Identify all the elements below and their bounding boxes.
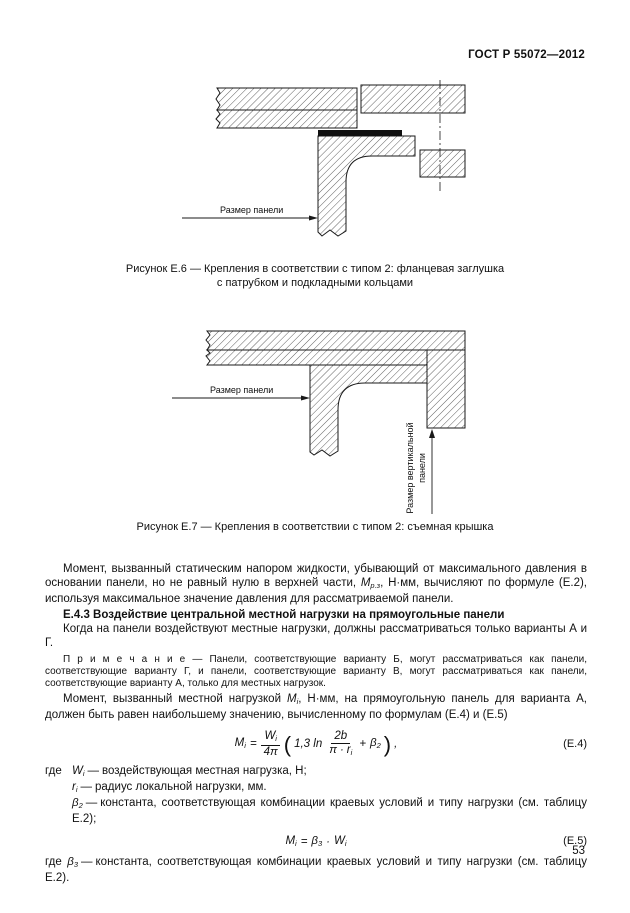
figure-e7-drawing	[160, 326, 480, 518]
formula-e5	[283, 835, 348, 851]
plus-sign: +	[359, 737, 367, 750]
arrow-right-icon	[301, 396, 310, 401]
formula-e4-row	[45, 730, 587, 759]
page-number: 53	[572, 845, 585, 857]
symbol-mi: М	[286, 692, 297, 705]
symbol-mi-sub: i	[296, 696, 299, 706]
gasket-strip	[318, 130, 402, 136]
figure-e6-drawing	[170, 80, 480, 250]
paragraph-local-moment	[45, 693, 587, 723]
formula-e5-lhs: $M_i$	[285, 834, 297, 848]
right-paren: )	[383, 731, 392, 757]
paragraph-local-moment-text-b: , Н·мм, на прямоугольную панель для варианта А, должен быть равен наибольшему значению, вычисленному по формулам (Е.4) и (Е.5)	[45, 692, 587, 721]
formula-e4-fraction-2: $\frac{2b}{\pi \cdot r_i}$	[329, 730, 353, 758]
formula-e4-beta: $\beta_2$	[370, 736, 381, 750]
paragraph-static-moment-text-a: Момент, вызванный статическим напором жидкости, убывающий от максимального давления в основании панели, но не равный нулю в верхней части,	[45, 563, 587, 589]
paragraph-local-moment-text-a: Момент, вызванный местной нагрузкой	[63, 692, 287, 705]
paragraph-static-moment	[45, 563, 587, 606]
figure-e7-vdim-label-line2: панели	[417, 453, 427, 483]
panel-top-layer	[216, 88, 357, 110]
formula-e5-beta: $\beta_3$	[311, 834, 323, 848]
formula-e4-lhs: $M_i$	[234, 736, 246, 750]
where-item-w: где $W_i$ — воздействующая местная нагрузка, Н;	[45, 765, 307, 779]
paragraph-static-moment-text-b: , Н·мм, вычисляют по формуле (Е.2), используя максимальное значение давления для рассматриваемой панели.	[45, 576, 587, 605]
where-item-beta2: $\beta_2$ — константа, соответствующая комбинации краевых условий и типу нагрузки (см. таблицу Е.2);	[72, 796, 587, 825]
left-paren: (	[283, 731, 292, 757]
multiply-dot: ·	[326, 835, 331, 848]
formula-e4-fraction-1: $\frac{W_i}{4\pi}$	[261, 730, 281, 759]
flange-top-block	[361, 85, 465, 113]
removable-cover	[427, 350, 465, 428]
flanged-plug-wall	[318, 136, 415, 236]
note-paragraph: П р и м е ч а н и е — Панели, соответствующие варианту Б, могут рассматриваться как панели, соответствующие варианту Г, и панели, соответствующие варианту В, могут рассматриваться как панели, соответствующие варианту А, только для местных нагрузок.	[45, 653, 587, 689]
panel-top-layer	[206, 331, 465, 350]
where-lead: где	[45, 765, 62, 778]
dimension-vertical-panel	[405, 422, 435, 514]
dimension-panel-size	[172, 396, 310, 401]
formula-e4-tag: (Е.4)	[563, 737, 587, 750]
equals-sign: =	[300, 835, 308, 848]
where-item-r: $r_i$ — радиус локальной нагрузки, мм.	[72, 781, 267, 795]
where-e5: где $\beta_3$ — константа, соответствующая комбинации краевых условий и типу нагрузки (см. таблицу Е.2).	[45, 856, 588, 885]
formula-e4	[233, 730, 400, 759]
figure-e7-vdim-label-line1: Размер вертикальной	[405, 422, 415, 514]
panel-second-layer	[206, 350, 427, 365]
section-heading-e43: Е.4.3 Воздействие центральной местной нагрузки на прямоугольные панели	[63, 609, 505, 622]
figure-e6-caption-line2: с патрубком и подкладными кольцами	[216, 277, 414, 289]
formula-e5-rhs: $W_i$	[334, 834, 347, 848]
formula-e4-end-punct: ,	[394, 737, 398, 750]
figure-e6-caption-line1: Рисунок Е.6 — Крепления в соответствии с типом 2: фланцевая заглушка	[125, 263, 505, 275]
formula-e4-coefficient: 1,3 ln	[294, 737, 323, 750]
backing-ring	[420, 150, 465, 177]
symbol-m-sub: р.з	[370, 580, 381, 590]
arrow-up-icon	[429, 429, 435, 438]
body-text	[45, 563, 587, 886]
figure-e7-caption: Рисунок Е.7 — Крепления в соответствии с типом 2: съемная крышка	[136, 521, 494, 533]
doc-number: ГОСТ Р 55072—2012	[468, 49, 585, 61]
equals-sign: =	[249, 737, 257, 750]
figure-e6-dim-label: Размер панели	[220, 205, 284, 215]
where-list-e4	[45, 765, 587, 826]
figure-e6-caption	[0, 262, 630, 290]
symbol-m: М	[360, 576, 371, 589]
paragraph-variants: Когда на панели воздействуют местные нагрузки, должны рассматриваться только варианты А и Г.	[45, 623, 587, 649]
panel-second-layer	[216, 110, 357, 128]
arrow-right-icon	[309, 216, 318, 221]
dimension-panel-size	[182, 216, 318, 221]
figure-e7-dim-label: Размер панели	[210, 385, 274, 395]
formula-e5-tag: (Е.5)	[563, 835, 587, 848]
formula-e5-row	[45, 835, 587, 851]
